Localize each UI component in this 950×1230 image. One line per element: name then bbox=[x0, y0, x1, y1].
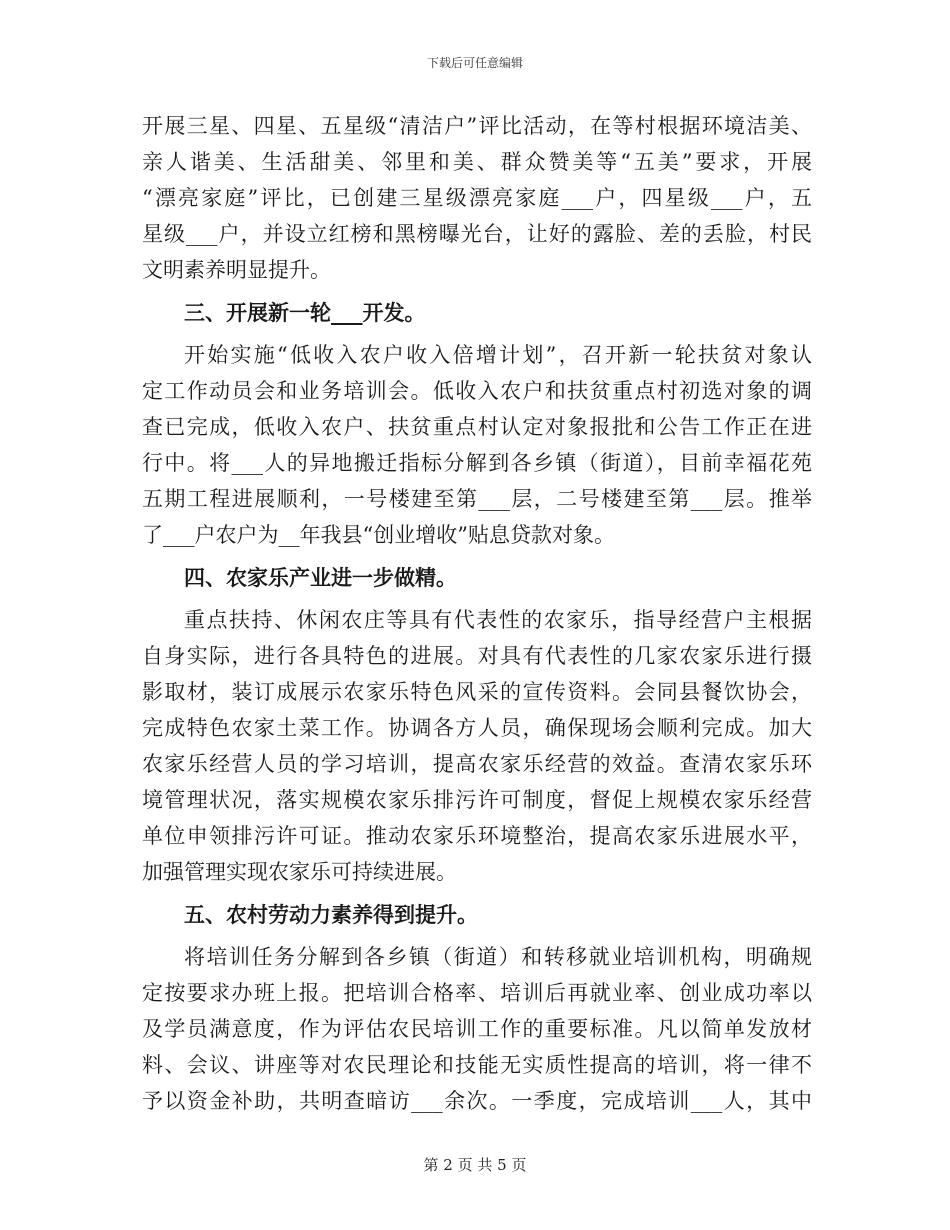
text-line: 行中。将___人的异地搬迁指标分解到各乡镇（街道），目前幸福花苑 bbox=[142, 451, 812, 475]
section-heading: 三、开展新一轮___开发。 bbox=[184, 301, 426, 325]
body-paragraph bbox=[142, 337, 812, 553]
text-line: 五期工程进展顺利，一号楼建至第___层，二号楼建至第___层。推举 bbox=[142, 487, 812, 511]
document-body bbox=[142, 108, 812, 1119]
body-paragraph bbox=[142, 939, 812, 1119]
text-line: 料、会议、讲座等对农民理论和技能无实质性提高的培训，将一律不 bbox=[142, 1053, 812, 1077]
text-line: 农家乐经营人员的学习培训，提高农家乐经营的效益。查清农家乐环 bbox=[142, 752, 812, 776]
section-heading: 四、农家乐产业进一步做精。 bbox=[184, 566, 457, 590]
text-line: 完成特色农家土菜工作。协调各方人员，确保现场会顺利完成。加大 bbox=[142, 716, 812, 740]
text-line: 境管理状况，落实规模农家乐排污许可制度，督促上规模农家乐经营 bbox=[142, 788, 812, 812]
text-line: 加强管理实现农家乐可持续进展。 bbox=[142, 860, 457, 884]
text-line: 开始实施“低收入农户收入倍增计划”，召开新一轮扶贫对象认 bbox=[184, 343, 812, 367]
page-number: 第 2 页 共 5 页 bbox=[423, 1156, 527, 1174]
text-line: 查已完成，低收入农户、扶贫重点村认定对象报批和公告工作正在进 bbox=[142, 415, 812, 439]
text-line: 及学员满意度，作为评估农民培训工作的重要标准。凡以简单发放材 bbox=[142, 1017, 812, 1041]
text-line: 定按要求办班上报。把培训合格率、培训后再就业率、创业成功率以 bbox=[142, 981, 812, 1005]
section-heading: 五、农村劳动力素养得到提升。 bbox=[184, 903, 478, 927]
body-paragraph bbox=[142, 602, 812, 890]
text-line: 文明素养明显提升。 bbox=[142, 258, 331, 282]
text-line: 星级___户，并设立红榜和黑榜曝光台，让好的露脸、差的丢脸，村民 bbox=[142, 222, 812, 246]
text-line: 亲人谐美、生活甜美、邻里和美、群众赞美等“五美”要求，开展 bbox=[142, 150, 812, 174]
body-paragraph bbox=[142, 108, 812, 288]
text-line: 重点扶持、休闲农庄等具有代表性的农家乐，指导经营户主根据 bbox=[184, 608, 812, 632]
text-line: 了___户农户为__年我县“创业增收”贴息贷款对象。 bbox=[142, 523, 615, 547]
text-line: 影取材，装订成展示农家乐特色风采的宣传资料。会同县餐饮协会， bbox=[142, 680, 812, 704]
text-line: “漂亮家庭”评比，已创建三星级漂亮家庭___户，四星级___户，五 bbox=[142, 186, 812, 210]
text-line: 将培训任务分解到各乡镇（街道）和转移就业培训机构，明确规 bbox=[184, 945, 812, 969]
text-line: 开展三星、四星、五星级“清洁户”评比活动，在等村根据环境洁美、 bbox=[142, 114, 812, 138]
text-line: 予以资金补助，共明查暗访___余次。一季度，完成培训___人，其中 bbox=[142, 1089, 812, 1113]
text-line: 定工作动员会和业务培训会。低收入农户和扶贫重点村初选对象的调 bbox=[142, 379, 812, 403]
text-line: 单位申领排污许可证。推动农家乐环境整治，提高农家乐进展水平， bbox=[142, 824, 812, 848]
text-line: 自身实际，进行各具特色的进展。对具有代表性的几家农家乐进行摄 bbox=[142, 644, 812, 668]
page-header: 下载后可任意编辑 bbox=[426, 56, 523, 70]
